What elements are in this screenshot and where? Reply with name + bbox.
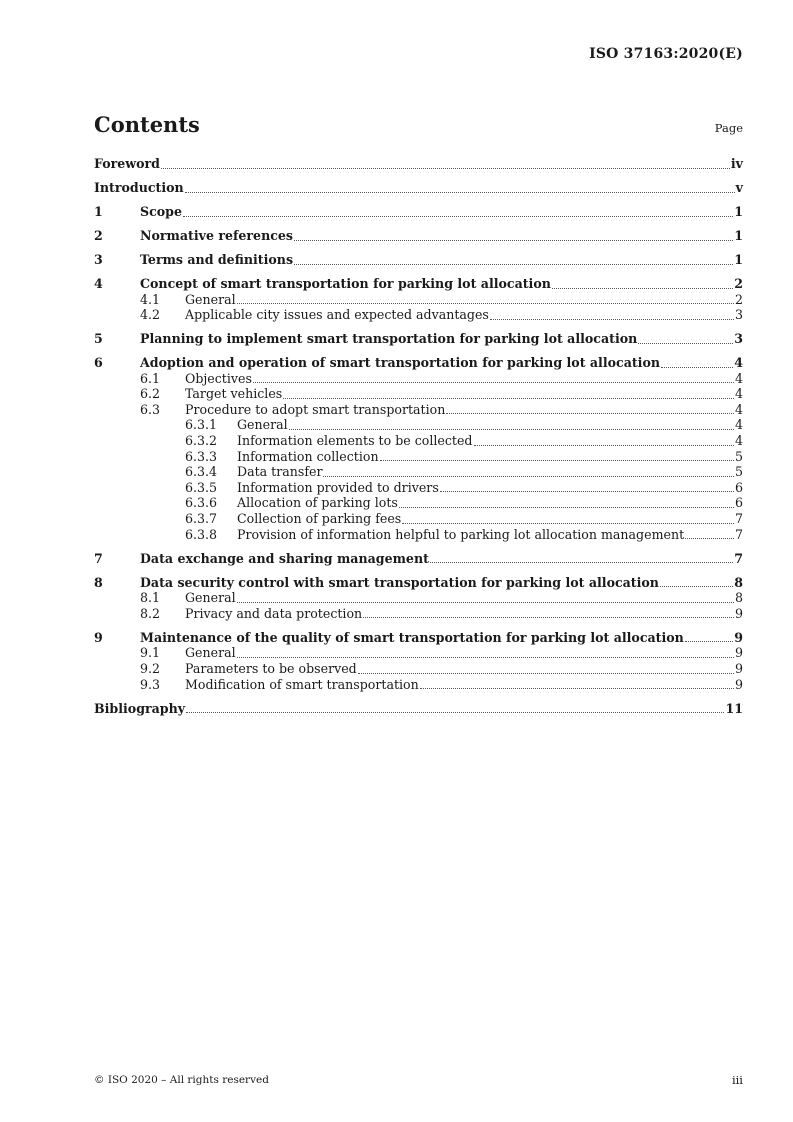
toc-entry-title[interactable]: Terms and definitions (140, 251, 294, 267)
toc-entry-title[interactable]: General (185, 645, 236, 661)
toc-entry-number: 8.1 (140, 590, 161, 606)
toc-entry-title[interactable]: Allocation of parking lots (237, 495, 398, 511)
toc-entry-number: 6.3 (140, 401, 161, 417)
toc-entry[interactable] (94, 551, 743, 567)
toc-entry-title[interactable]: Introduction (94, 179, 184, 195)
dot-leader (430, 561, 733, 563)
toc-entry-page: 4 (734, 401, 743, 417)
toc-entry[interactable] (94, 701, 743, 717)
dot-leader (237, 302, 734, 304)
toc-entry-title[interactable]: Information elements to be collected (237, 433, 473, 449)
toc-entry-page: 9 (734, 660, 743, 676)
toc-entry-page: 5 (734, 464, 743, 480)
toc-entry[interactable] (94, 480, 743, 496)
toc-entry-number: 3 (94, 251, 103, 267)
toc-entry-page: 2 (734, 291, 743, 307)
toc-entry[interactable] (94, 402, 743, 418)
toc-entry-number: 9 (94, 629, 103, 645)
toc-entry-number: 6.3.6 (185, 495, 218, 511)
dot-leader (685, 640, 733, 642)
dot-leader (399, 506, 734, 508)
toc-entry-title[interactable]: Objectives (185, 370, 252, 386)
toc-entry-page: 1 (734, 227, 743, 243)
toc-entry-page: iv (730, 156, 743, 171)
dot-leader (183, 215, 733, 217)
toc-entry-title[interactable]: Foreword (94, 156, 160, 171)
dot-leader (186, 711, 724, 713)
toc-entry[interactable] (94, 276, 743, 292)
toc-entry-title[interactable]: Data exchange and sharing management (140, 550, 429, 566)
dot-leader (237, 601, 734, 603)
dot-leader (661, 366, 733, 368)
dot-leader (294, 239, 733, 241)
toc-entry-title[interactable]: Scope (140, 203, 182, 219)
contents-heading-row (94, 112, 743, 137)
toc-entry-number: 6.3.1 (185, 417, 218, 433)
dot-leader (363, 616, 734, 618)
dot-leader (660, 585, 733, 587)
toc-entry-page: 8 (734, 574, 743, 590)
toc-entry[interactable] (94, 449, 743, 465)
toc-entry-page: 9 (734, 629, 743, 645)
table-of-contents (94, 156, 743, 716)
toc-entry[interactable] (94, 371, 743, 387)
toc-entry-number: 6.3.7 (185, 511, 218, 527)
copyright-notice: © ISO 2020 – All rights reserved (94, 1074, 269, 1086)
dot-leader (283, 397, 734, 399)
toc-entry-number: 1 (94, 203, 103, 219)
toc-entry[interactable] (94, 204, 743, 220)
toc-entry-title[interactable]: Information collection (237, 448, 379, 464)
dot-leader (402, 522, 734, 524)
dot-leader (490, 318, 734, 320)
toc-entry-number: 6.1 (140, 370, 161, 386)
toc-entry[interactable] (94, 252, 743, 268)
toc-entry-page: 3 (734, 307, 743, 323)
dot-leader (552, 287, 733, 289)
dot-leader (237, 656, 734, 658)
toc-entry-page: 4 (734, 355, 743, 371)
toc-entry[interactable] (94, 292, 743, 308)
toc-entry[interactable] (94, 511, 743, 527)
toc-entry-number: 6 (94, 355, 103, 371)
toc-entry-title[interactable]: Data transfer (237, 464, 323, 480)
toc-entry-number: 8.2 (140, 605, 161, 621)
toc-entry-number: 6.3.4 (185, 464, 218, 480)
dot-leader (253, 381, 734, 383)
toc-entry[interactable] (94, 590, 743, 606)
toc-entry-page: 6 (734, 479, 743, 495)
toc-entry-number: 9.2 (140, 660, 161, 676)
toc-entry[interactable] (94, 495, 743, 511)
toc-entry-title[interactable]: Provision of information helpful to parking lot allocation management (237, 526, 685, 542)
dot-leader (446, 412, 734, 414)
toc-entry-page: 3 (734, 331, 743, 347)
dot-leader (440, 490, 734, 492)
toc-entry-title[interactable]: Maintenance of the quality of smart transportation for parking lot allocation (140, 629, 684, 645)
toc-entry-number: 6.3.3 (185, 448, 218, 464)
toc-entry[interactable] (94, 156, 743, 172)
dot-leader (474, 444, 734, 446)
toc-entry-title[interactable]: Collection of parking fees (237, 511, 402, 527)
toc-entry[interactable] (94, 417, 743, 433)
toc-entry-page: 4 (734, 370, 743, 386)
toc-entry-page: 9 (734, 645, 743, 661)
toc-entry-page: 7 (734, 550, 743, 566)
toc-entry[interactable] (94, 645, 743, 661)
toc-entry-page: 4 (734, 417, 743, 433)
toc-entry-page: 9 (734, 676, 743, 692)
page-column-label: Page (714, 121, 743, 135)
toc-entry-page: 1 (734, 251, 743, 267)
toc-entry-number: 5 (94, 331, 103, 347)
toc-entry-number: 2 (94, 227, 103, 243)
toc-entry-page: 2 (734, 275, 743, 291)
toc-entry-title[interactable]: Applicable city issues and expected advantages (185, 307, 489, 323)
toc-entry[interactable] (94, 433, 743, 449)
dot-leader (323, 475, 734, 477)
dot-leader (289, 428, 734, 430)
toc-entry-title[interactable]: General (237, 417, 288, 433)
dot-leader (638, 342, 733, 344)
toc-entry-title[interactable]: Modification of smart transportation (185, 676, 419, 692)
toc-entry-title[interactable]: General (185, 590, 236, 606)
toc-entry-title[interactable]: Adoption and operation of smart transportation for parking lot allocation (140, 355, 661, 371)
toc-entry-title[interactable]: Concept of smart transportation for parking lot allocation (140, 275, 551, 291)
page-number: iii (731, 1073, 743, 1087)
toc-entry[interactable] (94, 575, 743, 591)
toc-entry-number: 9.1 (140, 645, 161, 661)
document-code: ISO 37163:2020(E) (589, 46, 743, 62)
toc-entry-number: 7 (94, 550, 103, 566)
toc-entry[interactable] (94, 355, 743, 371)
dot-leader (380, 459, 734, 461)
dot-leader (685, 537, 734, 539)
toc-entry-page: 7 (734, 511, 743, 527)
toc-entry-number: 4.2 (140, 307, 161, 323)
toc-entry-number: 9.3 (140, 676, 161, 692)
toc-entry[interactable] (94, 630, 743, 646)
page-title: Contents (94, 112, 200, 137)
toc-entry[interactable] (94, 661, 743, 677)
toc-entry-page: 4 (734, 386, 743, 402)
toc-entry-title[interactable]: Procedure to adopt smart transportation (185, 401, 446, 417)
dot-leader (294, 263, 733, 265)
dot-leader (161, 167, 730, 169)
toc-entry-page: 6 (734, 495, 743, 511)
dot-leader (420, 687, 734, 689)
toc-entry-number: 6.3.5 (185, 479, 218, 495)
toc-entry-title[interactable]: Bibliography (94, 700, 186, 716)
toc-entry[interactable] (94, 180, 743, 196)
toc-entry-number: 4 (94, 275, 103, 291)
toc-entry-page: 7 (734, 526, 743, 542)
toc-entry-title[interactable]: Data security control with smart transportation for parking lot allocation (140, 574, 659, 590)
toc-entry-number: 6.3.2 (185, 433, 218, 449)
toc-entry-title[interactable]: Privacy and data protection (185, 605, 363, 621)
toc-entry-title[interactable]: Normative references (140, 227, 294, 243)
toc-entry[interactable] (94, 386, 743, 402)
toc-entry[interactable] (94, 527, 743, 543)
toc-entry[interactable] (94, 307, 743, 323)
toc-entry-title[interactable]: Information provided to drivers (237, 479, 439, 495)
toc-entry-page: 11 (725, 700, 743, 716)
toc-entry-title[interactable]: Target vehicles (185, 386, 283, 402)
toc-entry-page: 4 (734, 433, 743, 449)
toc-entry-title[interactable]: Parameters to be observed (185, 660, 357, 676)
dot-leader (185, 191, 735, 193)
toc-entry[interactable] (94, 606, 743, 622)
toc-entry-number: 8 (94, 574, 103, 590)
toc-entry-page: 8 (734, 590, 743, 606)
toc-entry[interactable] (94, 331, 743, 347)
toc-entry-number: 6.3.8 (185, 526, 218, 542)
toc-entry-title[interactable]: Planning to implement smart transportation for parking lot allocation (140, 331, 638, 347)
toc-entry[interactable] (94, 677, 743, 693)
toc-entry-page: v (735, 179, 743, 195)
toc-entry-page: 1 (734, 203, 743, 219)
dot-leader (358, 672, 734, 674)
toc-entry[interactable] (94, 228, 743, 244)
toc-entry-page: 5 (734, 448, 743, 464)
toc-entry-title[interactable]: General (185, 291, 236, 307)
toc-entry-page: 9 (734, 605, 743, 621)
toc-entry-number: 4.1 (140, 291, 161, 307)
toc-entry[interactable] (94, 464, 743, 480)
toc-entry-number: 6.2 (140, 386, 161, 402)
